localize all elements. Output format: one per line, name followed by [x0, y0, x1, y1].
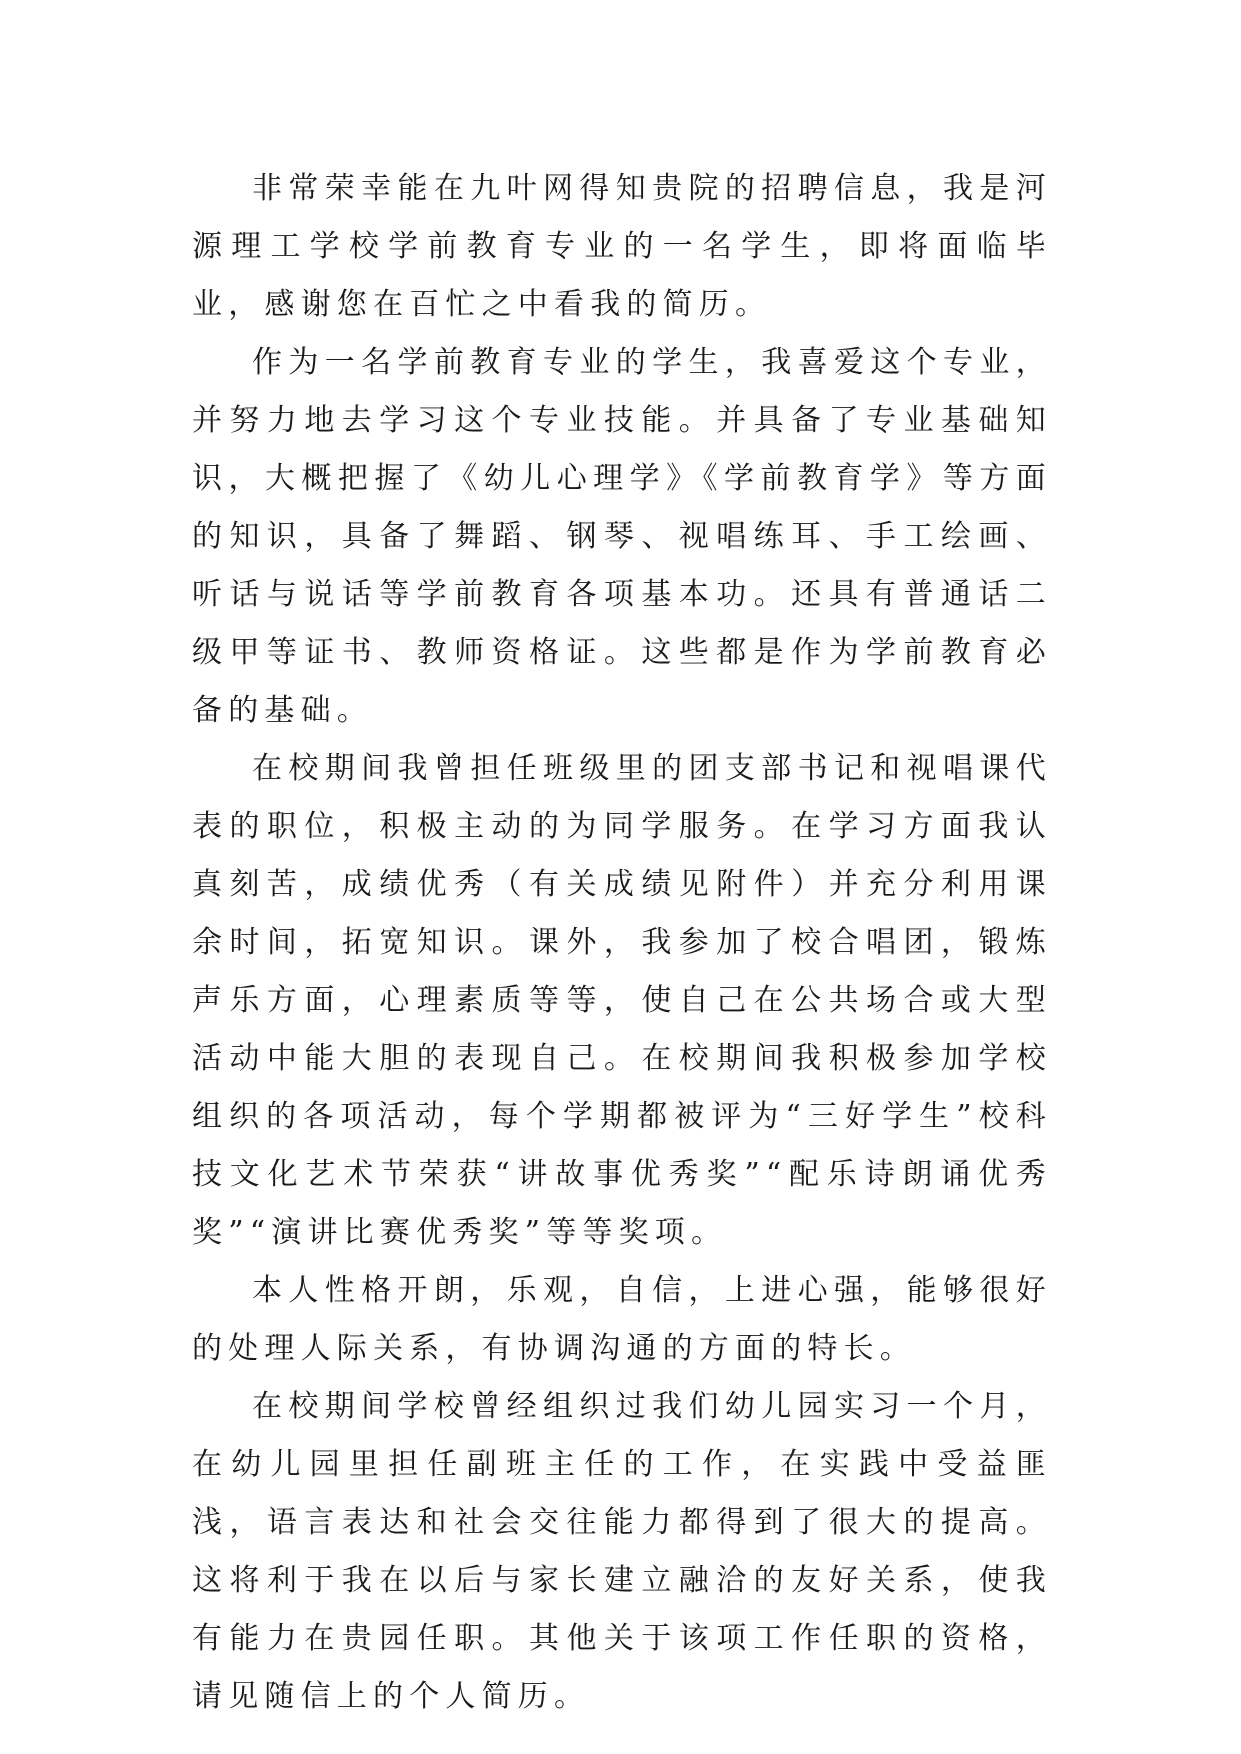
- paragraph-personality: 本人性格开朗，乐观，自信，上进心强，能够很好的处理人际关系，有协调沟通的方面的特长。: [192, 1273, 1052, 1366]
- document-body: [192, 160, 1052, 1726]
- paragraph-major-skills: 作为一名学前教育专业的学生，我喜爱这个专业，并努力地去学习这个专业技能。并具备了专业基础知识，大概把握了《幼儿心理学》《学前教育学》等方面的知识，具备了舞蹈、钢琴、视唱练耳、手工绘画、听话与说话等学前教育各项基本功。还具有普通话二级甲等证书、教师资格证。这些都是作为学前教育必备的基础。: [192, 345, 1052, 728]
- paragraph-intro: 非常荣幸能在九叶网得知贵院的招聘信息，我是河源理工学校学前教育专业的一名学生，即将面临毕业，感谢您在百忙之中看我的简历。: [192, 171, 1052, 322]
- paragraph-internship: 在校期间学校曾经组织过我们幼儿园实习一个月，在幼儿园里担任副班主任的工作，在实践中受益匪浅，语言表达和社会交往能力都得到了很大的提高。这将利于我在以后与家长建立融洽的友好关系，使我有能力在贵园任职。其他关于该项工作任职的资格，请见随信上的个人简历。: [192, 1389, 1052, 1714]
- paragraph-school-activities: 在校期间我曾担任班级里的团支部书记和视唱课代表的职位，积极主动的为同学服务。在学习方面我认真刻苦，成绩优秀（有关成绩见附件）并充分利用课余时间，拓宽知识。课外，我参加了校合唱团，锻炼声乐方面，心理素质等等，使自己在公共场合或大型活动中能大胆的表现自己。在校期间我积极参加学校组织的各项活动，每个学期都被评为“三好学生”校科技文化艺术节荣获“讲故事优秀奖”“配乐诗朗诵优秀奖”“演讲比赛优秀奖”等等奖项。: [192, 751, 1052, 1250]
